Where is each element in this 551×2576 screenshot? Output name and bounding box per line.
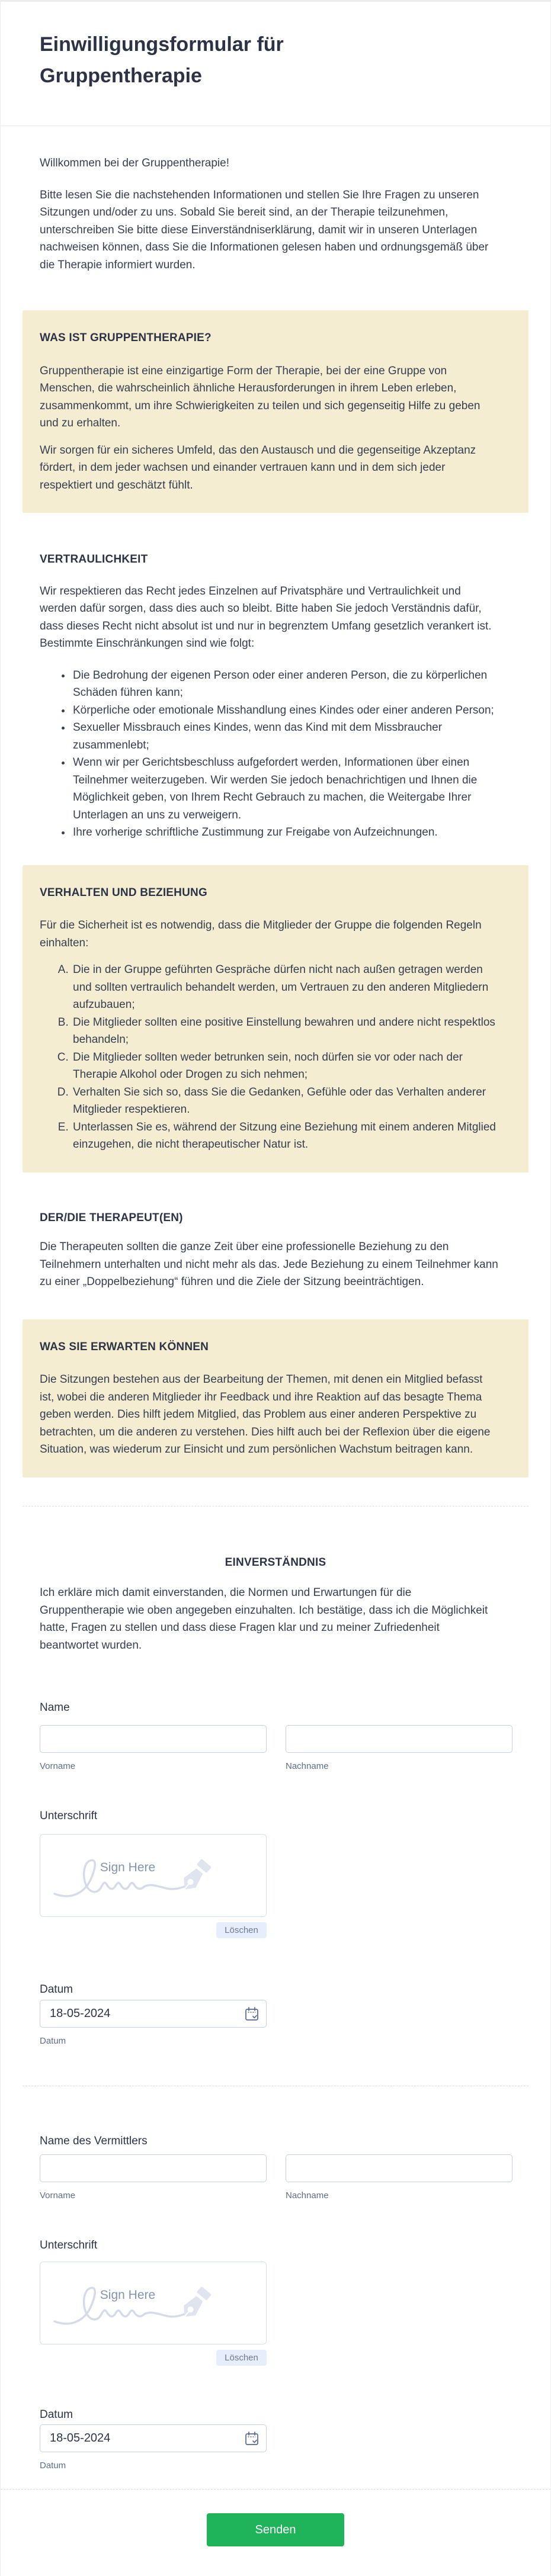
what-is-paragraph-2: Wir sorgen für ein sicheres Umfeld, das den Austausch und die gegenseitige Akzeptanz fördert, in dem jeder wachsen und einander vertrauen kann und in dem sich jeder respektiert und geschätzt fühlt. [40, 444, 476, 492]
list-item: • Ihre vorherige schriftliche Zustimmung zur Freigabe von Aufzeichnungen. [72, 824, 497, 841]
list-item: A. Die in der Gruppe geführten Gespräche dürfen nicht nach außen getragen werden und sollten vertraulich behandelt werden, um Vertrauen zu den anderen Mitgliedern aufzubauen; [72, 961, 497, 1014]
signature-label: Unterschrift [40, 1809, 98, 1822]
submit-divider [1, 2489, 550, 2490]
last-name-sublabel: Nachname [286, 1761, 329, 1771]
participant-name-row [40, 1725, 511, 1773]
list-item: • Sexueller Missbrauch eines Kindes, wenn das Kind mit dem Missbraucher zusammenlebt; [72, 719, 497, 754]
confidentiality-list [40, 667, 497, 841]
date-sublabel: Datum [40, 2461, 66, 2471]
participant-date-input[interactable] [40, 2000, 267, 2028]
form-header [1, 2, 550, 91]
calendar-icon[interactable] [243, 2430, 261, 2447]
therapists-paragraph: Die Therapeuten sollten die ganze Zeit über eine professionelle Beziehung zu den Teilnehmern unterhalten und nicht mehr als das. Jede Beziehung zu einem Teilnehmer kann zu einer „Doppelbeziehung“ führen und die Ziele der Sitzung beeinträchtigen. [40, 1241, 498, 1289]
last-name-sublabel: Nachname [286, 2190, 329, 2201]
section-heading-what-is: WAS IST GRUPPENTHERAPIE? [40, 332, 212, 345]
referrer-signature-pad[interactable] [40, 2262, 267, 2344]
date-sublabel: Datum [40, 2035, 66, 2046]
name-label: Name [40, 1701, 70, 1714]
consent-paragraph: Ich erkläre mich damit einverstanden, die Normen und Erwartungen für die Gruppentherapie wie oben angegeben einzuhalten. Ich bestätige, dass ich die Möglichkeit hatte, Fragen zu stellen und dass diese Fragen klar und zu meiner Zufriedenheit beantwortet wurden. [40, 1586, 488, 1652]
conduct-rules-list [40, 961, 497, 1154]
page-title: Einwilligungsformular für Gruppentherapie [40, 33, 284, 87]
referrer-signature-label: Unterschrift [40, 2239, 98, 2252]
expectations-paragraph: Die Sitzungen bestehen aus der Bearbeitung der Themen, mit denen ein Mitglied befasst ist, wobei die anderen Mitglieder ihr Feedback und ihre Reaktion auf das besagte Thema geben werden. Dies hilft jedem Mitglied, das Problem aus einer anderen Perspektive zu betrachten, um die anderen zu verstehen. Dies hilft auch bei der Reflexion über die eigene Situation, was wiederum zur Einsicht und zum persönlichen Wachstum beitragen kann. [40, 1373, 491, 1456]
signature-scribble [51, 1851, 229, 1904]
confidentiality-paragraph: Wir respektieren das Recht jedes Einzelnen auf Privatsphäre und Vertraulichkeit und werden dafür sorgen, dass dies auch so bleibt. Bitte haben Sie jedoch Verständnis dafür, dass dieses Recht nicht absolut ist und nur in begrenztem Umfang gesetzlich verankert ist. Bestimmte Einschränkungen sind wie folgt: [40, 584, 492, 650]
list-item: C. Die Mitglieder sollten weder betrunken sein, noch dürfen sie vor oder nach der Therapie Alkohol oder Drogen zu sich nehmen; [72, 1049, 497, 1084]
conduct-intro: Für die Sicherheit ist es notwendig, dass die Mitglieder der Gruppe die folgenden Regeln einhalten: [40, 919, 482, 949]
intro-paragraph: Bitte lesen Sie die nachstehenden Informationen und stellen Sie Ihre Fragen zu unseren Sitzungen und/oder zu uns. Sobald Sie bereit sind, an der Therapie teilzunehmen, unterschreiben Sie bitte diese Einverständniserklärung, damit wir in unseren Unterlagen nachweisen können, dass Sie die Informationen gelesen haben und ordnungsgemäß über die Therapie informiert wurden. [40, 188, 489, 271]
list-item: • Körperliche oder emotionale Misshandlung eines Kindes oder einer anderen Person; [72, 702, 497, 720]
section-heading-conduct: VERHALTEN UND BEZIEHUNG [40, 886, 207, 899]
signature-clear-button[interactable]: Löschen [216, 1922, 267, 1938]
what-is-paragraph-1: Gruppentherapie ist eine einzigartige Form der Therapie, bei der eine Gruppe von Menschen, die wahrscheinlich ähnliche Herausforderungen in ihrem Leben erleben, zusammenkommt, um ihre Schwierigkeiten zu teilen und sich gegenseitig Hilfe zu geben und zu erhalten. [40, 364, 480, 430]
section-heading-expectations: WAS SIE ERWARTEN KÖNNEN [40, 1340, 209, 1353]
list-item: • Wenn wir per Gerichtsbeschluss aufgefordert werden, Informationen über einen Teilnehmer weiterzugeben. Wir werden Sie jedoch benachrichtigen und Ihnen die Möglichkeit geben, von Ihrem Recht Gebrauch zu machen, die Weitergabe Ihrer Unterlagen an uns zu verweigern. [72, 754, 497, 824]
participant-date-field [40, 2000, 267, 2028]
submit-button[interactable]: Senden [207, 2513, 344, 2546]
sign-here-text: Sign Here [100, 2288, 156, 2302]
referrer-first-name-input[interactable] [40, 2154, 267, 2182]
date-label: Datum [40, 1983, 73, 1996]
section-conduct-box [23, 865, 528, 1173]
referrer-date-label: Datum [40, 2408, 73, 2421]
section-heading-confidentiality: VERTRAULICHKEIT [40, 553, 148, 566]
section-expectations-box [23, 1319, 528, 1477]
referrer-last-name-input[interactable] [286, 2154, 512, 2182]
welcome-text: Willkommen bei der Gruppentherapie! [40, 157, 229, 170]
calendar-icon[interactable] [243, 2005, 261, 2023]
referrer-name-row [40, 2154, 511, 2202]
referrer-signature-field [40, 2262, 267, 2366]
participant-signature-pad[interactable] [40, 1834, 267, 1917]
list-item: B. Die Mitglieder sollten eine positive Einstellung bewahren und andere nicht respektlos behandeln; [72, 1014, 497, 1049]
referrer-date-input[interactable] [40, 2424, 267, 2452]
signature-scribble [51, 2279, 229, 2332]
submit-area [1, 2513, 550, 2576]
section-divider [23, 1506, 528, 1507]
participant-first-name-input[interactable] [40, 1725, 267, 1753]
signature-clear-button[interactable]: Löschen [216, 2350, 267, 2366]
section-heading-therapists: DER/DIE THERAPEUT(EN) [40, 1211, 183, 1224]
list-item: D. Verhalten Sie sich so, dass Sie die Gedanken, Gefühle oder das Verhalten anderer Mitglieder respektieren. [72, 1084, 497, 1119]
section-what-is-box [23, 310, 528, 513]
sign-here-text: Sign Here [100, 1861, 156, 1875]
referrer-name-label: Name des Vermittlers [40, 2134, 148, 2147]
participant-signature-field [40, 1834, 267, 1938]
first-name-sublabel: Vorname [40, 1761, 76, 1771]
list-item: • Die Bedrohung der eigenen Person oder einer anderen Person, die zu körperlichen Schäden führen kann; [72, 667, 497, 702]
referrer-date-field [40, 2424, 267, 2452]
participant-last-name-input[interactable] [286, 1725, 512, 1753]
section-heading-consent: EINVERSTÄNDNIS [225, 1556, 326, 1569]
first-name-sublabel: Vorname [40, 2190, 76, 2201]
list-item: E. Unterlassen Sie es, während der Sitzung eine Beziehung mit einem anderen Mitglied einzugehen, die nicht therapeutischer Natur ist. [72, 1119, 497, 1154]
